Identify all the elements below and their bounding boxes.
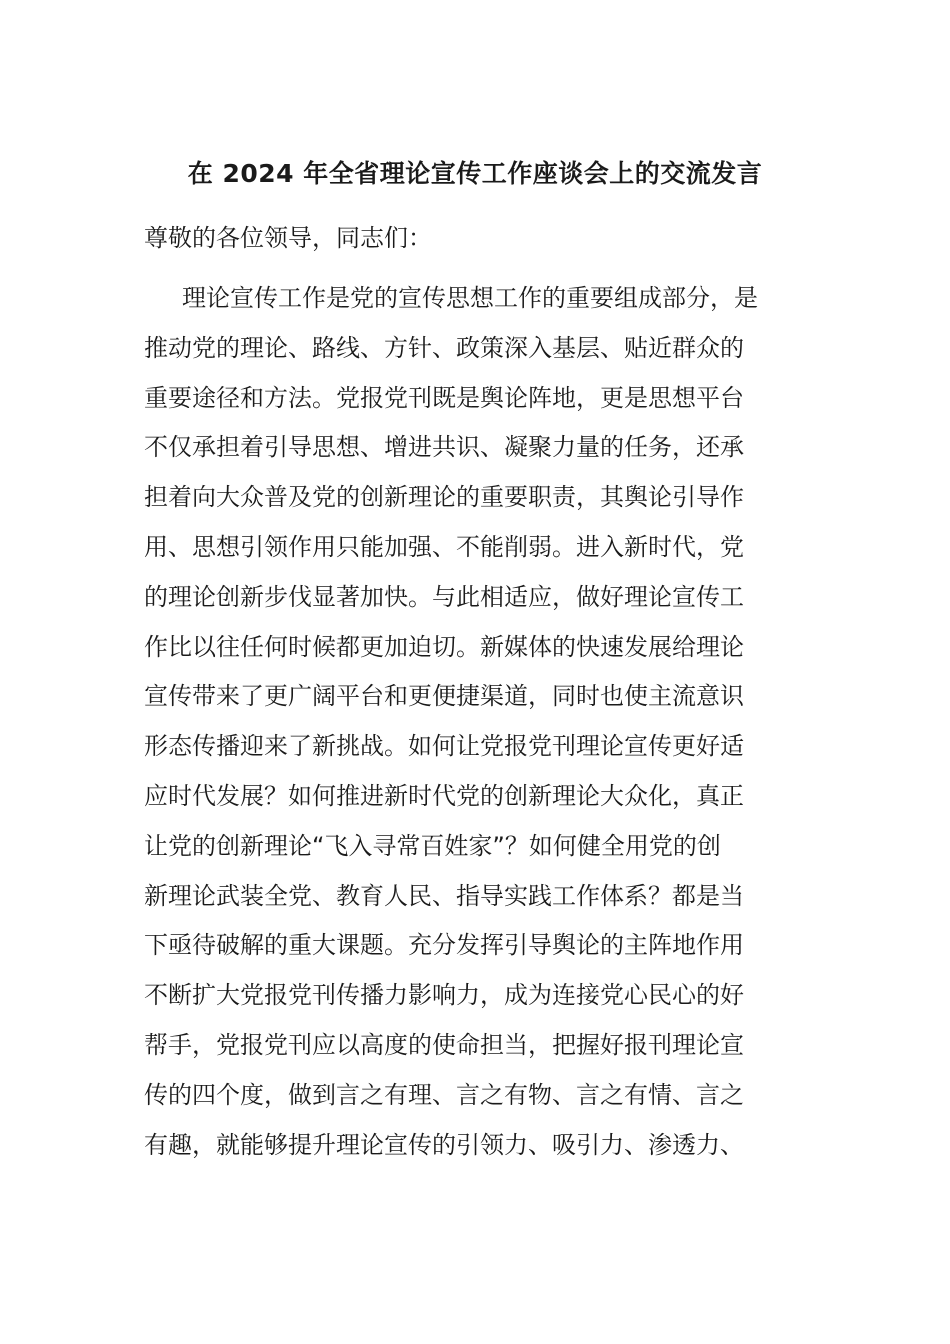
body-paragraph bbox=[144, 278, 814, 1174]
document-title: 在 2024 年全省理论宣传工作座谈会上的交流发言 bbox=[187, 159, 763, 188]
text-line: 新理论武装全党、教育人民、指导实践工作体系？都是当 bbox=[144, 881, 744, 910]
text-line: 的理论创新步伐显著加快。与此相适应，做好理论宣传工 bbox=[144, 582, 744, 611]
text-line: 用、思想引领作用只能加强、不能削弱。进入新时代，党 bbox=[144, 532, 744, 561]
salutation: 尊敬的各位领导，同志们： bbox=[144, 224, 432, 252]
text-line: 不断扩大党报党刊传播力影响力，成为连接党心民心的好 bbox=[144, 981, 744, 1010]
text-line: 帮手，党报党刊应以高度的使命担当，把握好报刊理论宣 bbox=[144, 1030, 744, 1059]
text-line: 应时代发展？如何推进新时代党的创新理论大众化，真正 bbox=[144, 781, 744, 810]
text-line: 下亟待破解的重大课题。充分发挥引导舆论的主阵地作用 bbox=[144, 931, 744, 960]
text-line: 形态传播迎来了新挑战。如何让党报党刊理论宣传更好适 bbox=[144, 732, 744, 761]
text-line: 有趣，就能够提升理论宣传的引领力、吸引力、渗透力、 bbox=[144, 1130, 744, 1159]
text-line: 不仅承担着引导思想、增进共识、凝聚力量的任务，还承 bbox=[144, 433, 744, 462]
text-line: 理论宣传工作是党的宣传思想工作的重要组成部分，是 bbox=[182, 284, 758, 312]
text-line: 作比以往任何时候都更加迫切。新媒体的快速发展给理论 bbox=[144, 632, 744, 661]
text-line: 宣传带来了更广阔平台和更便捷渠道，同时也使主流意识 bbox=[144, 682, 744, 711]
text-line: 担着向大众普及党的创新理论的重要职责，其舆论引导作 bbox=[144, 483, 744, 512]
text-line: 推动党的理论、路线、方针、政策深入基层、贴近群众的 bbox=[144, 333, 744, 362]
text-line: 传的四个度，做到言之有理、言之有物、言之有情、言之 bbox=[144, 1080, 744, 1109]
text-line: 让党的创新理论“飞入寻常百姓家”？如何健全用党的创 bbox=[144, 831, 721, 860]
text-line: 重要途径和方法。党报党刊既是舆论阵地，更是思想平台 bbox=[144, 383, 744, 412]
